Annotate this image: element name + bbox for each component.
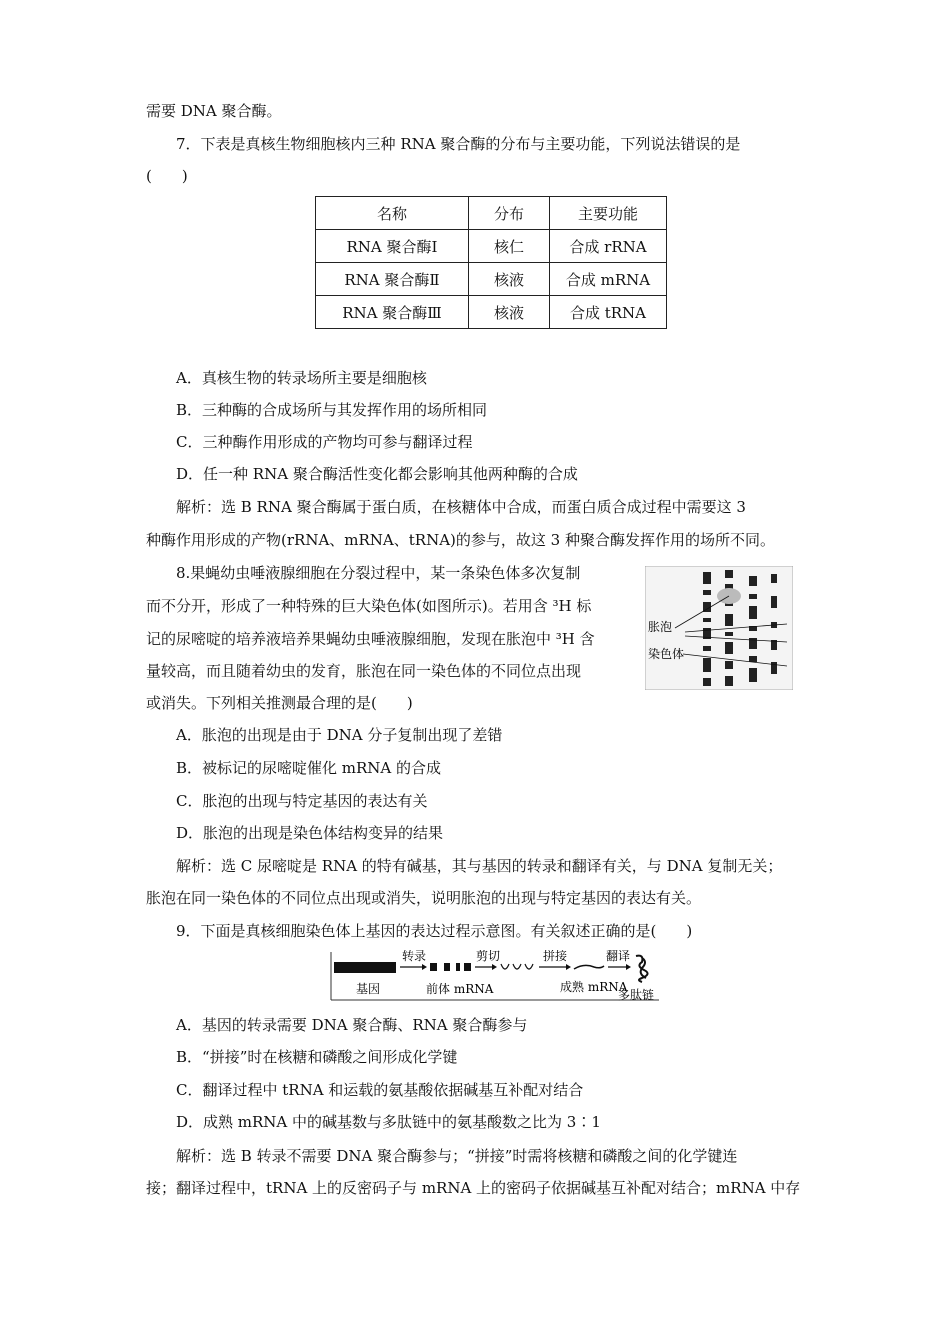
mature-mrna-label: 成熟 mRNA [560,980,628,994]
table-cell: RNA 聚合酶Ⅱ [316,263,469,296]
gene-label: 基因 [356,982,381,996]
pre-mrna-segments [430,963,471,971]
table-header: 主要功能 [550,197,667,230]
table-cell: RNA 聚合酶Ⅰ [316,230,469,263]
text-line: 需要 DNA 聚合酶。 [146,102,282,120]
answer-analysis: 解析：选 B RNA 聚合酶属于蛋白质，在核糖体中合成，而蛋白质合成过程中需要这 3 [176,498,746,516]
polypeptide-label: 多肽链 [618,988,655,1002]
cut-label: 剪切 [476,950,501,963]
answer-analysis: 解析：选 C 尿嘧啶是 RNA 的特有碱基，其与基因的转录和翻译有关，与 DNA 复制无关； [176,857,783,875]
mature-mrna-strand [574,965,604,969]
option-d: D．任一种 RNA 聚合酶活性变化都会影响其他两种酶的合成 [176,465,578,483]
option-b: B．三种酶的合成场所与其发挥作用的场所相同 [176,401,488,419]
option-d: D．胀泡的出现是染色体结构变异的结果 [176,824,444,842]
arrow-head [626,964,631,970]
answer-analysis: 接；翻译过程中，tRNA 上的反密码子与 mRNA 上的密码子依据碱基互补配对结合；mRNA 中存 [146,1179,801,1197]
table-cell: 核液 [469,296,550,329]
answer-analysis: 种酶作用形成的产物(rRNA、mRNA、tRNA)的参与，故这 3 种聚合酶发挥作用的场所不同。 [146,531,775,549]
option-c: C．三种酶作用形成的产物均可参与翻译过程 [176,433,473,451]
question-8-stem: 而不分开，形成了一种特殊的巨大染色体(如图所示)。若用含 ³H 标 [146,597,592,615]
table-cell: 合成 tRNA [550,296,667,329]
table-cell: RNA 聚合酶Ⅲ [316,296,469,329]
question-8-stem: 或消失。下列相关推测最合理的是( ) [146,694,413,712]
giant-chromosome-figure [645,566,793,690]
splice-label: 拼接 [543,950,568,963]
answer-analysis: 解析：选 B 转录不需要 DNA 聚合酶参与；“拼接”时需将核糖和磷酸之间的化学键连 [176,1147,738,1165]
question-8-stem: 量较高，而且随着幼虫的发育，胀泡在同一染色体的不同位点出现 [146,662,582,680]
table-header-row [316,197,667,230]
table-row [316,296,667,329]
gene-block [334,962,396,973]
pre-mrna-label: 前体 mRNA [426,982,494,996]
transcription-label: 转录 [402,950,427,963]
table-cell: 核仁 [469,230,550,263]
intron-loops [501,964,533,969]
table-header: 分布 [469,197,550,230]
question-8-stem: 8.果蝇幼虫唾液腺细胞在分裂过程中，某一条染色体多次复制 [176,564,581,582]
option-c: C．翻译过程中 tRNA 和运载的氨基酸依据碱基互补配对结合 [176,1081,584,1099]
chromosome-label: 染色体 [648,647,685,661]
option-a: A．基因的转录需要 DNA 聚合酶、RNA 聚合酶参与 [176,1016,528,1034]
option-b: B．“拼接”时在核糖和磷酸之间形成化学键 [176,1048,458,1066]
question-9-stem: 9．下面是真核细胞染色体上基因的表达过程示意图。有关叙述正确的是( ) [176,922,693,940]
answer-analysis: 胀泡在同一染色体的不同位点出现或消失，说明胀泡的出现与特定基因的表达有关。 [146,889,702,907]
table-row [316,263,667,296]
question-7-paren: ( ) [146,167,188,185]
option-d: D．成熟 mRNA 中的碱基数与多肽链中的氨基酸数之比为 3∶1 [176,1113,601,1131]
rna-polymerase-table [315,196,667,329]
polypeptide-coil [636,956,648,982]
question-8-stem: 记的尿嘧啶的培养液培养果蝇幼虫唾液腺细胞，发现在胀泡中 ³H 含 [146,630,595,648]
arrow-head [492,964,497,970]
option-a: A．胀泡的出现是由于 DNA 分子复制出现了差错 [176,726,503,744]
question-7-stem: 7．下表是真核生物细胞核内三种 RNA 聚合酶的分布与主要功能，下列说法错误的是 [176,135,741,153]
puff-label: 胀泡 [648,620,673,634]
option-b: B．被标记的尿嘧啶催化 mRNA 的合成 [176,759,442,777]
option-c: C．胀泡的出现与特定基因的表达有关 [176,792,428,810]
arrow-head [422,964,427,970]
gene-expression-diagram [330,950,660,1002]
table-header: 名称 [316,197,469,230]
option-a: A．真核生物的转录场所主要是细胞核 [176,369,427,387]
table-cell: 合成 mRNA [550,263,667,296]
table-row [316,230,667,263]
table-cell: 核液 [469,263,550,296]
translation-label: 翻译 [606,950,631,963]
table-cell: 合成 rRNA [550,230,667,263]
arrow-head [566,964,571,970]
